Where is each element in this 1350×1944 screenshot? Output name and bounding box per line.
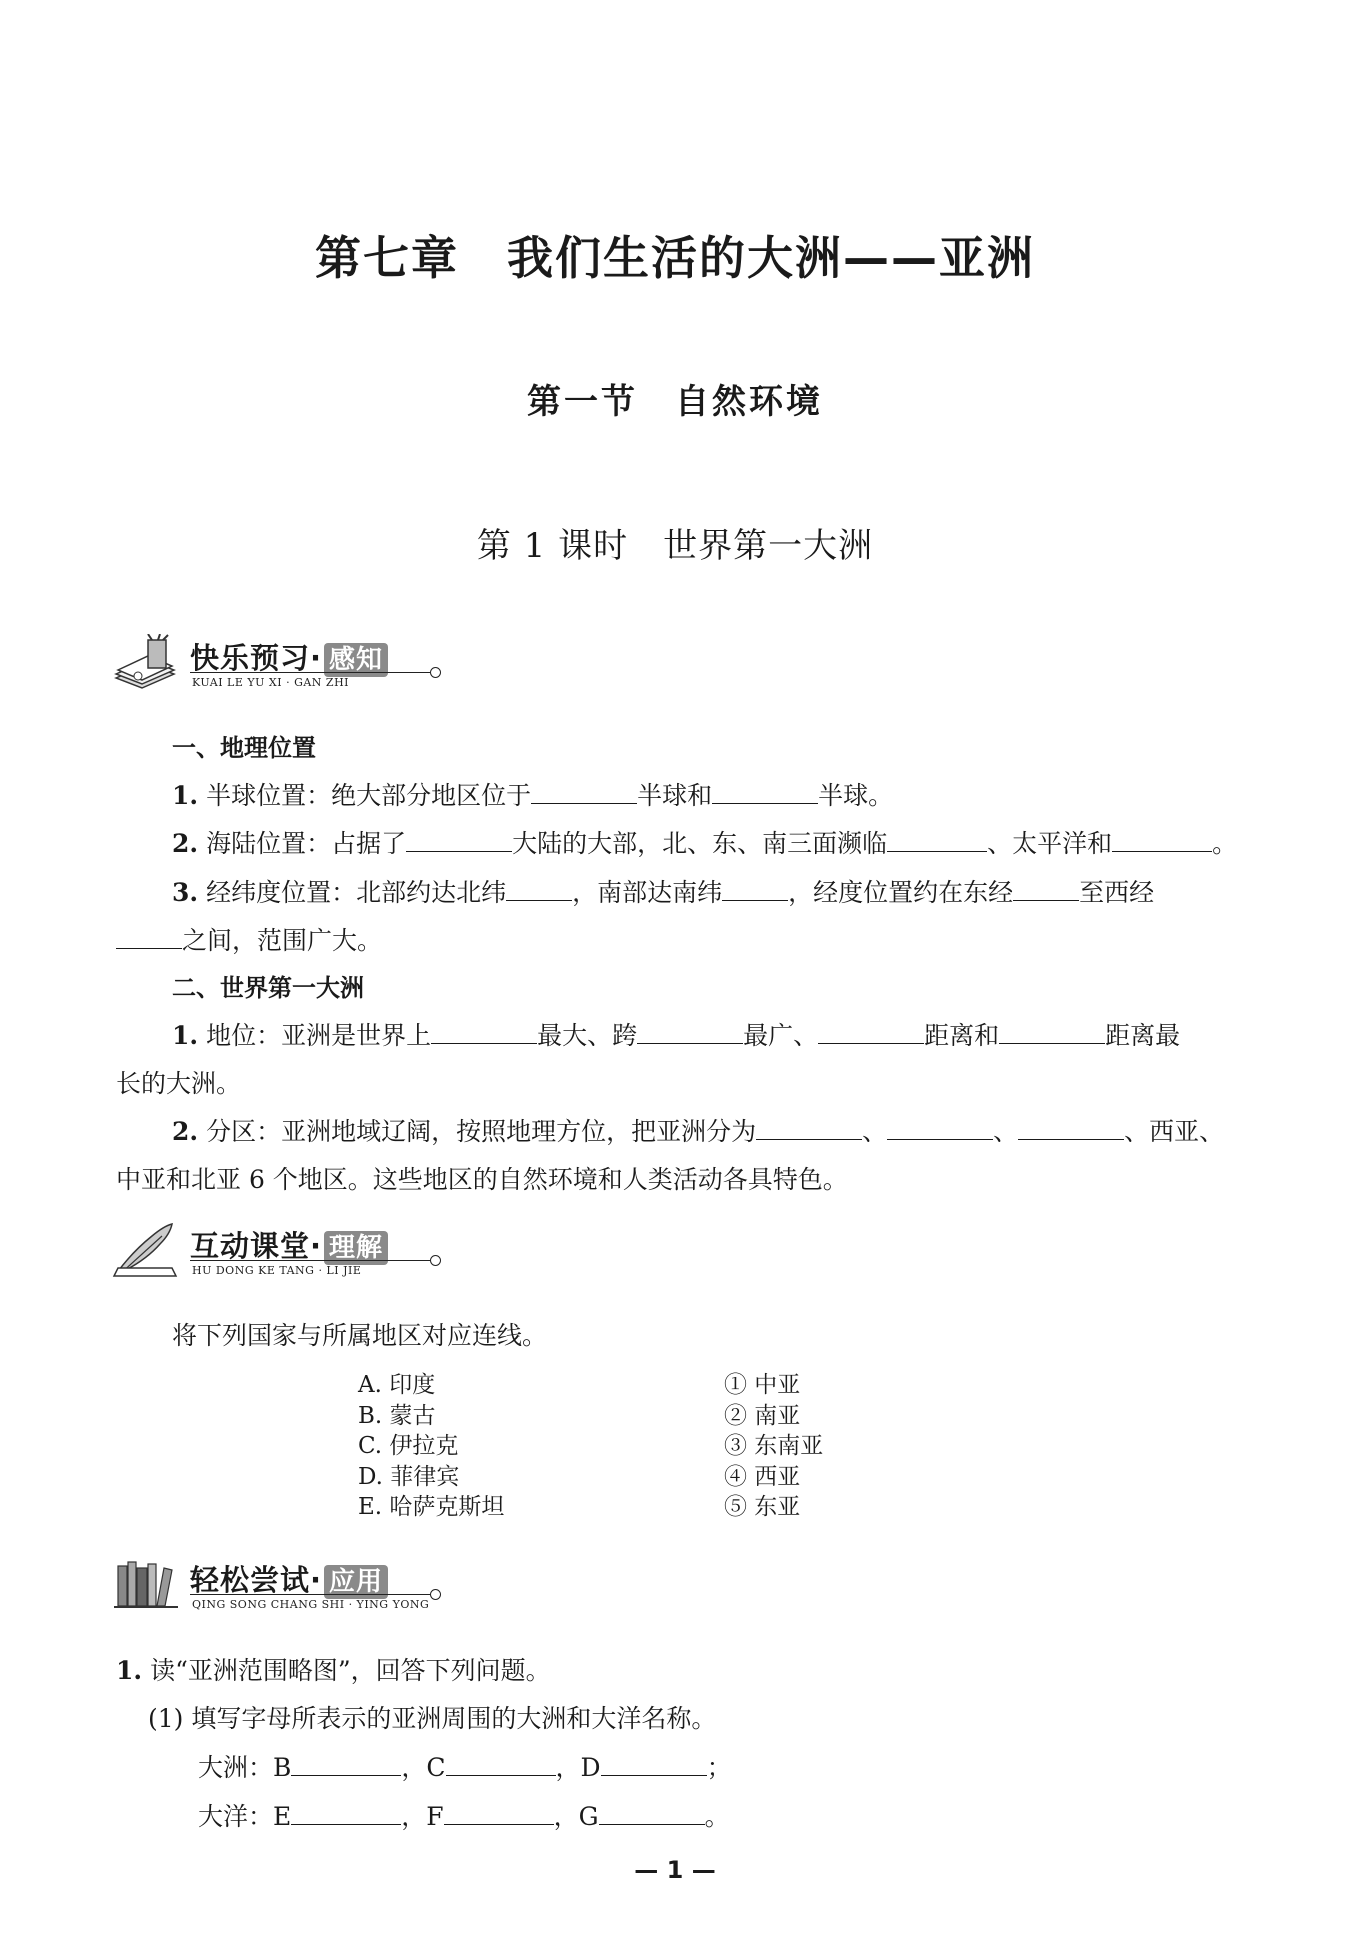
answer-label: ； (706, 1753, 732, 1782)
section-title: 第一节 自然环境 (527, 382, 823, 422)
region-item[interactable]: ④ 西亚 (724, 1463, 801, 1490)
question-lat-long-cont (116, 921, 382, 957)
answer-blank[interactable] (887, 829, 987, 852)
answer-blank[interactable] (999, 1021, 1105, 1044)
question-regions (172, 1112, 1224, 1148)
try-banner-pinyin: QING SONG CHANG SHI · YING YONG (192, 1598, 430, 1611)
question-text: 、 (993, 1117, 1019, 1146)
answer-label: ，C (401, 1753, 446, 1782)
page-number: — 1 — (634, 1856, 716, 1884)
country-item[interactable]: B. 蒙古 (358, 1402, 436, 1429)
question-lat-long (172, 873, 1154, 909)
heading-geographic-location: 一、地理位置 (172, 734, 316, 762)
preview-banner-title (190, 636, 388, 677)
answer-label: ，F (401, 1802, 444, 1831)
question-hemisphere (172, 776, 893, 812)
answer-blank[interactable] (406, 829, 512, 852)
question-text: 至西经 (1079, 878, 1155, 907)
question-text: ，经度位置约在东经 (788, 878, 1014, 907)
answer-label: ，D (555, 1753, 601, 1782)
region-list (724, 1370, 823, 1523)
quill-pen-icon (112, 1222, 182, 1278)
answer-blank[interactable] (722, 878, 788, 901)
question-text: 、太平洋和 (987, 829, 1113, 858)
banner-rule (190, 672, 430, 673)
country-list (358, 1370, 504, 1523)
question-text: 之间，范围广大。 (182, 926, 383, 955)
answer-blank[interactable] (1112, 829, 1212, 852)
preview-banner-pinyin: KUAI LE YU XI · GAN ZHI (192, 676, 350, 689)
question-text: 读“亚洲范围略图”，回答下列问题。 (150, 1656, 551, 1685)
books-pencil-icon (112, 634, 182, 690)
continents-answer-line (198, 1748, 732, 1784)
region-item[interactable]: ① 中亚 (724, 1372, 801, 1398)
question-number: 1. (172, 781, 199, 810)
question-number: 3. (172, 878, 199, 907)
preview-banner (112, 634, 442, 694)
classroom-banner-pinyin: HU DONG KE TANG · LI JIE (192, 1264, 362, 1277)
try-banner-badge: 应用 (324, 1565, 388, 1599)
bookshelf-icon (112, 1556, 182, 1612)
oceans-answer-line (198, 1797, 730, 1833)
question-text: 地位：亚洲是世界上 (206, 1021, 432, 1050)
answer-blank[interactable] (599, 1802, 705, 1825)
question-number: 2. (172, 829, 199, 858)
question-number: 1. (116, 1656, 143, 1685)
question-text: 最大、跨 (537, 1021, 638, 1050)
try-banner-text: 轻松尝试 (190, 1563, 311, 1597)
answer-blank[interactable] (756, 1117, 862, 1140)
question-text: 海陆位置：占据了 (206, 829, 407, 858)
question-text: 大陆的大部，北、东、南三面濒临 (512, 829, 888, 858)
answer-blank[interactable] (291, 1753, 401, 1776)
answer-label: 大洲：B (198, 1753, 292, 1782)
banner-circle (430, 667, 441, 678)
answer-label: ，G (553, 1802, 599, 1831)
question-text: 最广、 (743, 1021, 819, 1050)
question-text: 距离最 (1105, 1021, 1181, 1050)
heading-largest-continent: 二、世界第一大洲 (172, 974, 364, 1002)
country-item[interactable]: E. 哈萨克斯坦 (358, 1494, 505, 1520)
answer-blank[interactable] (1013, 878, 1079, 901)
answer-blank[interactable] (431, 1021, 537, 1044)
try-banner-dot: · (310, 1563, 323, 1597)
answer-label: 。 (704, 1802, 730, 1831)
classroom-banner-badge: 理解 (324, 1231, 388, 1265)
try-banner (112, 1556, 442, 1616)
answer-blank[interactable] (446, 1753, 556, 1776)
answer-label: 大洋：E (198, 1802, 292, 1831)
question-number: 2. (172, 1117, 199, 1146)
question-text: 半球和 (637, 781, 713, 810)
answer-blank[interactable] (818, 1021, 924, 1044)
question-text: 分区：亚洲地域辽阔，按照地理方位，把亚洲分为 (206, 1117, 757, 1146)
classroom-banner-dot: · (310, 1229, 323, 1263)
region-item[interactable]: ③ 东南亚 (724, 1433, 824, 1459)
answer-blank[interactable] (887, 1117, 993, 1140)
try-sub-question-1: (1) 填写字母所表示的亚洲周围的大洲和大洋名称。 (148, 1704, 717, 1733)
question-status-cont: 长的大洲。 (116, 1069, 242, 1098)
country-item[interactable]: D. 菲律宾 (358, 1463, 460, 1490)
try-question-1 (116, 1651, 551, 1687)
preview-banner-text: 快乐预习 (190, 641, 311, 675)
question-text: 、西亚、 (1124, 1117, 1225, 1146)
answer-blank[interactable] (531, 781, 637, 804)
region-item[interactable]: ⑤ 东亚 (724, 1494, 801, 1520)
chapter-title: 第七章 我们生活的大洲——亚洲 (315, 231, 1035, 285)
country-item[interactable]: C. 伊拉克 (358, 1433, 459, 1459)
answer-blank[interactable] (601, 1753, 707, 1776)
question-text: 距离和 (924, 1021, 1000, 1050)
question-text: 半球位置：绝大部分地区位于 (206, 781, 532, 810)
preview-banner-dot: · (310, 641, 323, 675)
matching-instruction: 将下列国家与所属地区对应连线。 (172, 1321, 548, 1350)
banner-rule (190, 1260, 430, 1261)
answer-blank[interactable] (506, 878, 572, 901)
answer-blank[interactable] (291, 1802, 401, 1825)
question-status (172, 1016, 1180, 1052)
answer-blank[interactable] (444, 1802, 554, 1825)
answer-blank[interactable] (637, 1021, 743, 1044)
banner-circle (430, 1255, 441, 1266)
question-regions-cont: 中亚和北亚 6 个地区。这些地区的自然环境和人类活动各具特色。 (116, 1165, 848, 1194)
region-item[interactable]: ② 南亚 (724, 1402, 801, 1429)
classroom-banner-text: 互动课堂 (190, 1229, 311, 1263)
classroom-banner (112, 1222, 442, 1282)
classroom-banner-title (190, 1224, 388, 1265)
country-item[interactable]: A. 印度 (358, 1372, 436, 1398)
banner-circle (430, 1589, 441, 1600)
question-text: 半球。 (818, 781, 894, 810)
question-land-sea (172, 824, 1237, 860)
question-number: 1. (172, 1021, 199, 1050)
banner-rule (190, 1594, 430, 1595)
try-banner-title (190, 1558, 388, 1599)
preview-banner-badge: 感知 (324, 643, 388, 677)
answer-blank[interactable] (116, 926, 182, 949)
answer-blank[interactable] (1018, 1117, 1124, 1140)
question-text: 经纬度位置：北部约达北纬 (206, 878, 507, 907)
lesson-title: 第 1 课时 世界第一大洲 (476, 526, 874, 566)
question-text: 。 (1212, 829, 1238, 858)
answer-blank[interactable] (712, 781, 818, 804)
question-text: 、 (862, 1117, 888, 1146)
question-text: ，南部达南纬 (572, 878, 723, 907)
